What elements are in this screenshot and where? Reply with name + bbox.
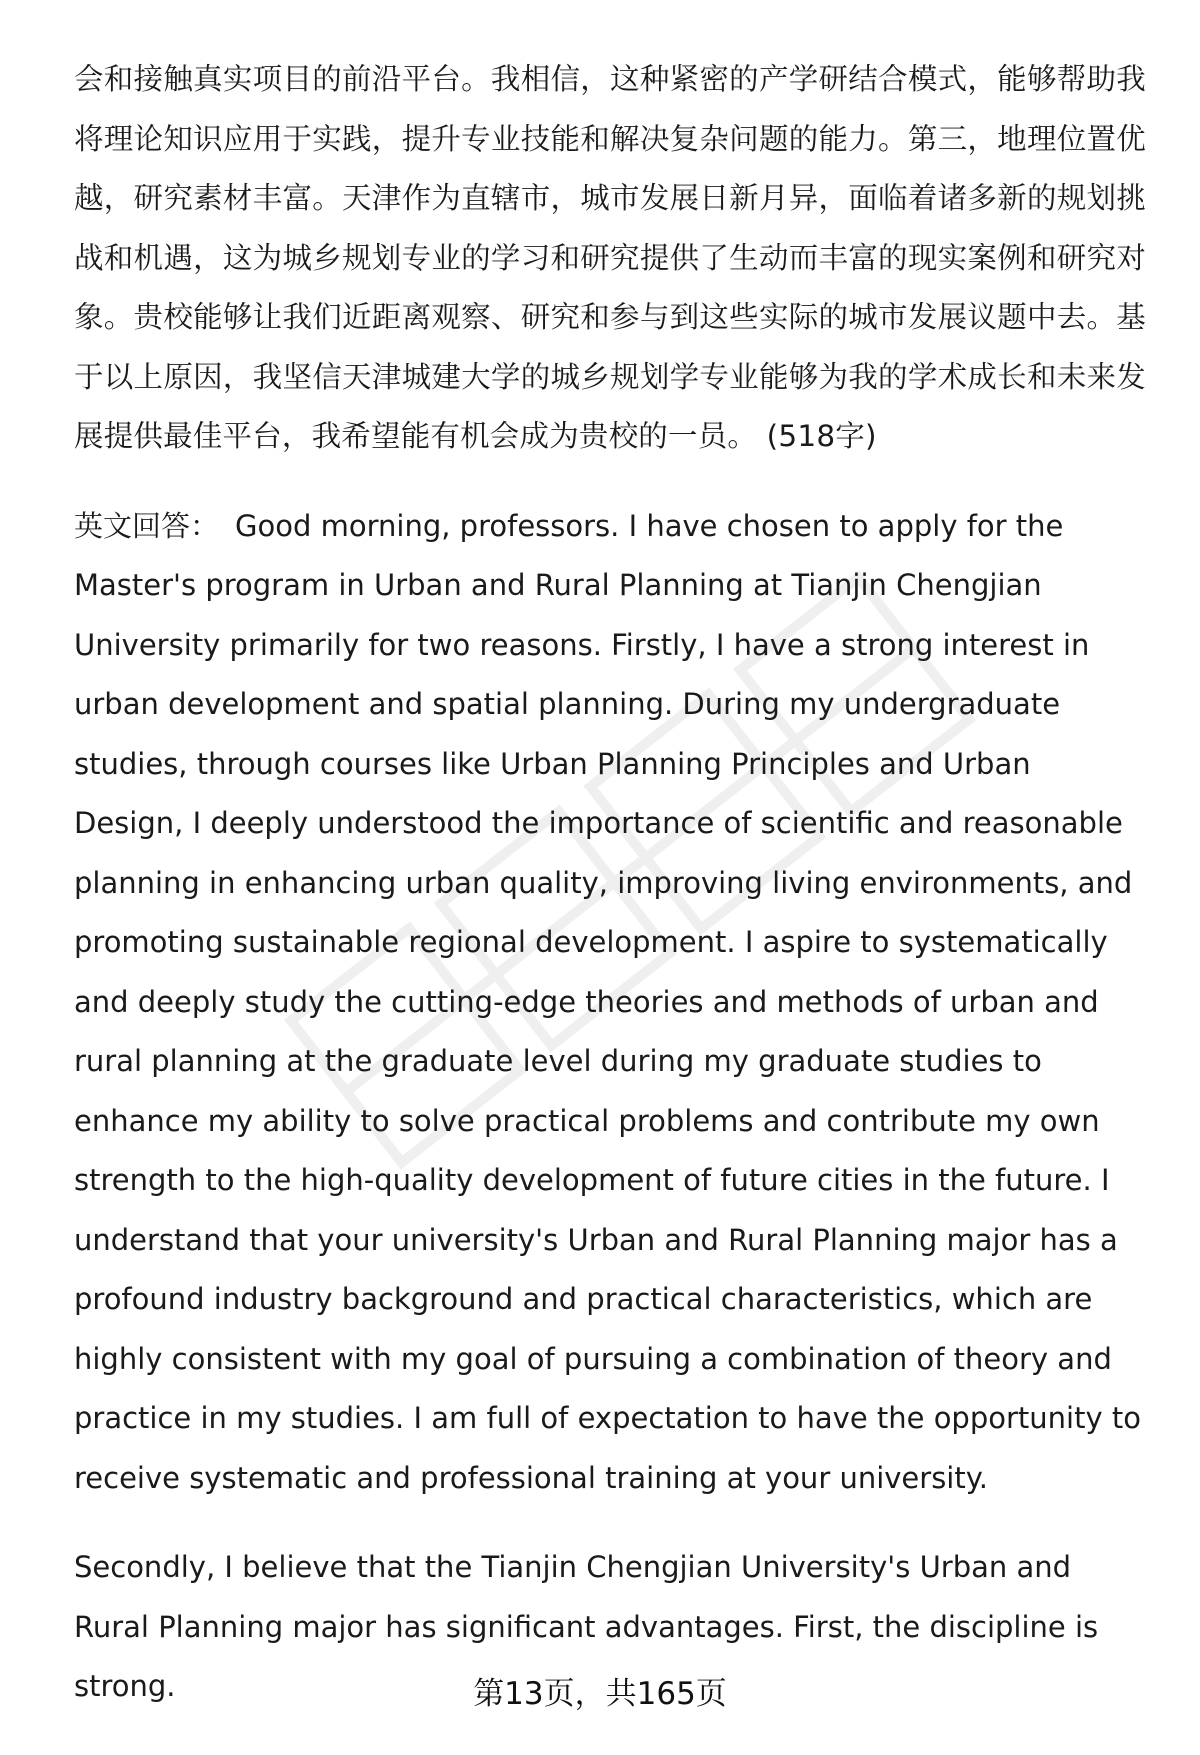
paragraph-gap	[74, 467, 1146, 497]
english-answer-label: 英文回答：	[74, 508, 220, 543]
english-answer-paragraph	[74, 497, 1146, 1509]
english-second-paragraph: Secondly, I believe that the Tianjin Chengjian University's Urban and Rural Planning major has significant advantages. First, the discipline is strong.	[74, 1550, 1099, 1703]
document-page	[74, 50, 1146, 1717]
paragraph-gap	[74, 1508, 1146, 1538]
chinese-answer-continuation: 会和接触真实项目的前沿平台。我相信，这种紧密的产学研结合模式，能够帮助我将理论知识应用于实践，提升专业技能和解决复杂问题的能力。第三，地理位置优越，研究素材丰富。天津作为直辖市，城市发展日新月异，面临着诸多新的规划挑战和机遇，这为城乡规划专业的学习和研究提供了生动而丰富的现实案例和研究对象。贵校能够让我们近距离观察、研究和参与到这些实际的城市发展议题中去。基于以上原因，我坚信天津城建大学的城乡规划学专业能够为我的学术成长和未来发展提供最佳平台，我希望能有机会成为贵校的一员。 (518字)	[74, 62, 1146, 453]
page-number-footer: 第13页，共165页	[473, 1676, 727, 1712]
english-answer-text: Good morning, professors. I have chosen to apply for the Master's program in Urban and Rural Planning at Tianjin Chengjian University primarily for two reasons. Firstly, I have a strong interest in urban development and spatial planning. During my undergraduate studies, through courses like Urban Planning Principles and Urban Design, I deeply understood the importance of scientific and reasonable planning in enhancing urban quality, improving living environments, and promoting sustainable regional development. I aspire to systematically and deeply study the cutting-edge theories and methods of urban and rural planning at the graduate level during my graduate studies to enhance my ability to solve practical problems and contribute my own strength to the high-quality development of future cities in the future. I understand that your university's Urban and Rural Planning major has a profound industry background and practical characteristics, which are highly consistent with my goal of pursuing a combination of theory and practice in my studies. I am full of expectation to have the opportunity to receive systematic and professional training at your university.	[74, 508, 1141, 1495]
